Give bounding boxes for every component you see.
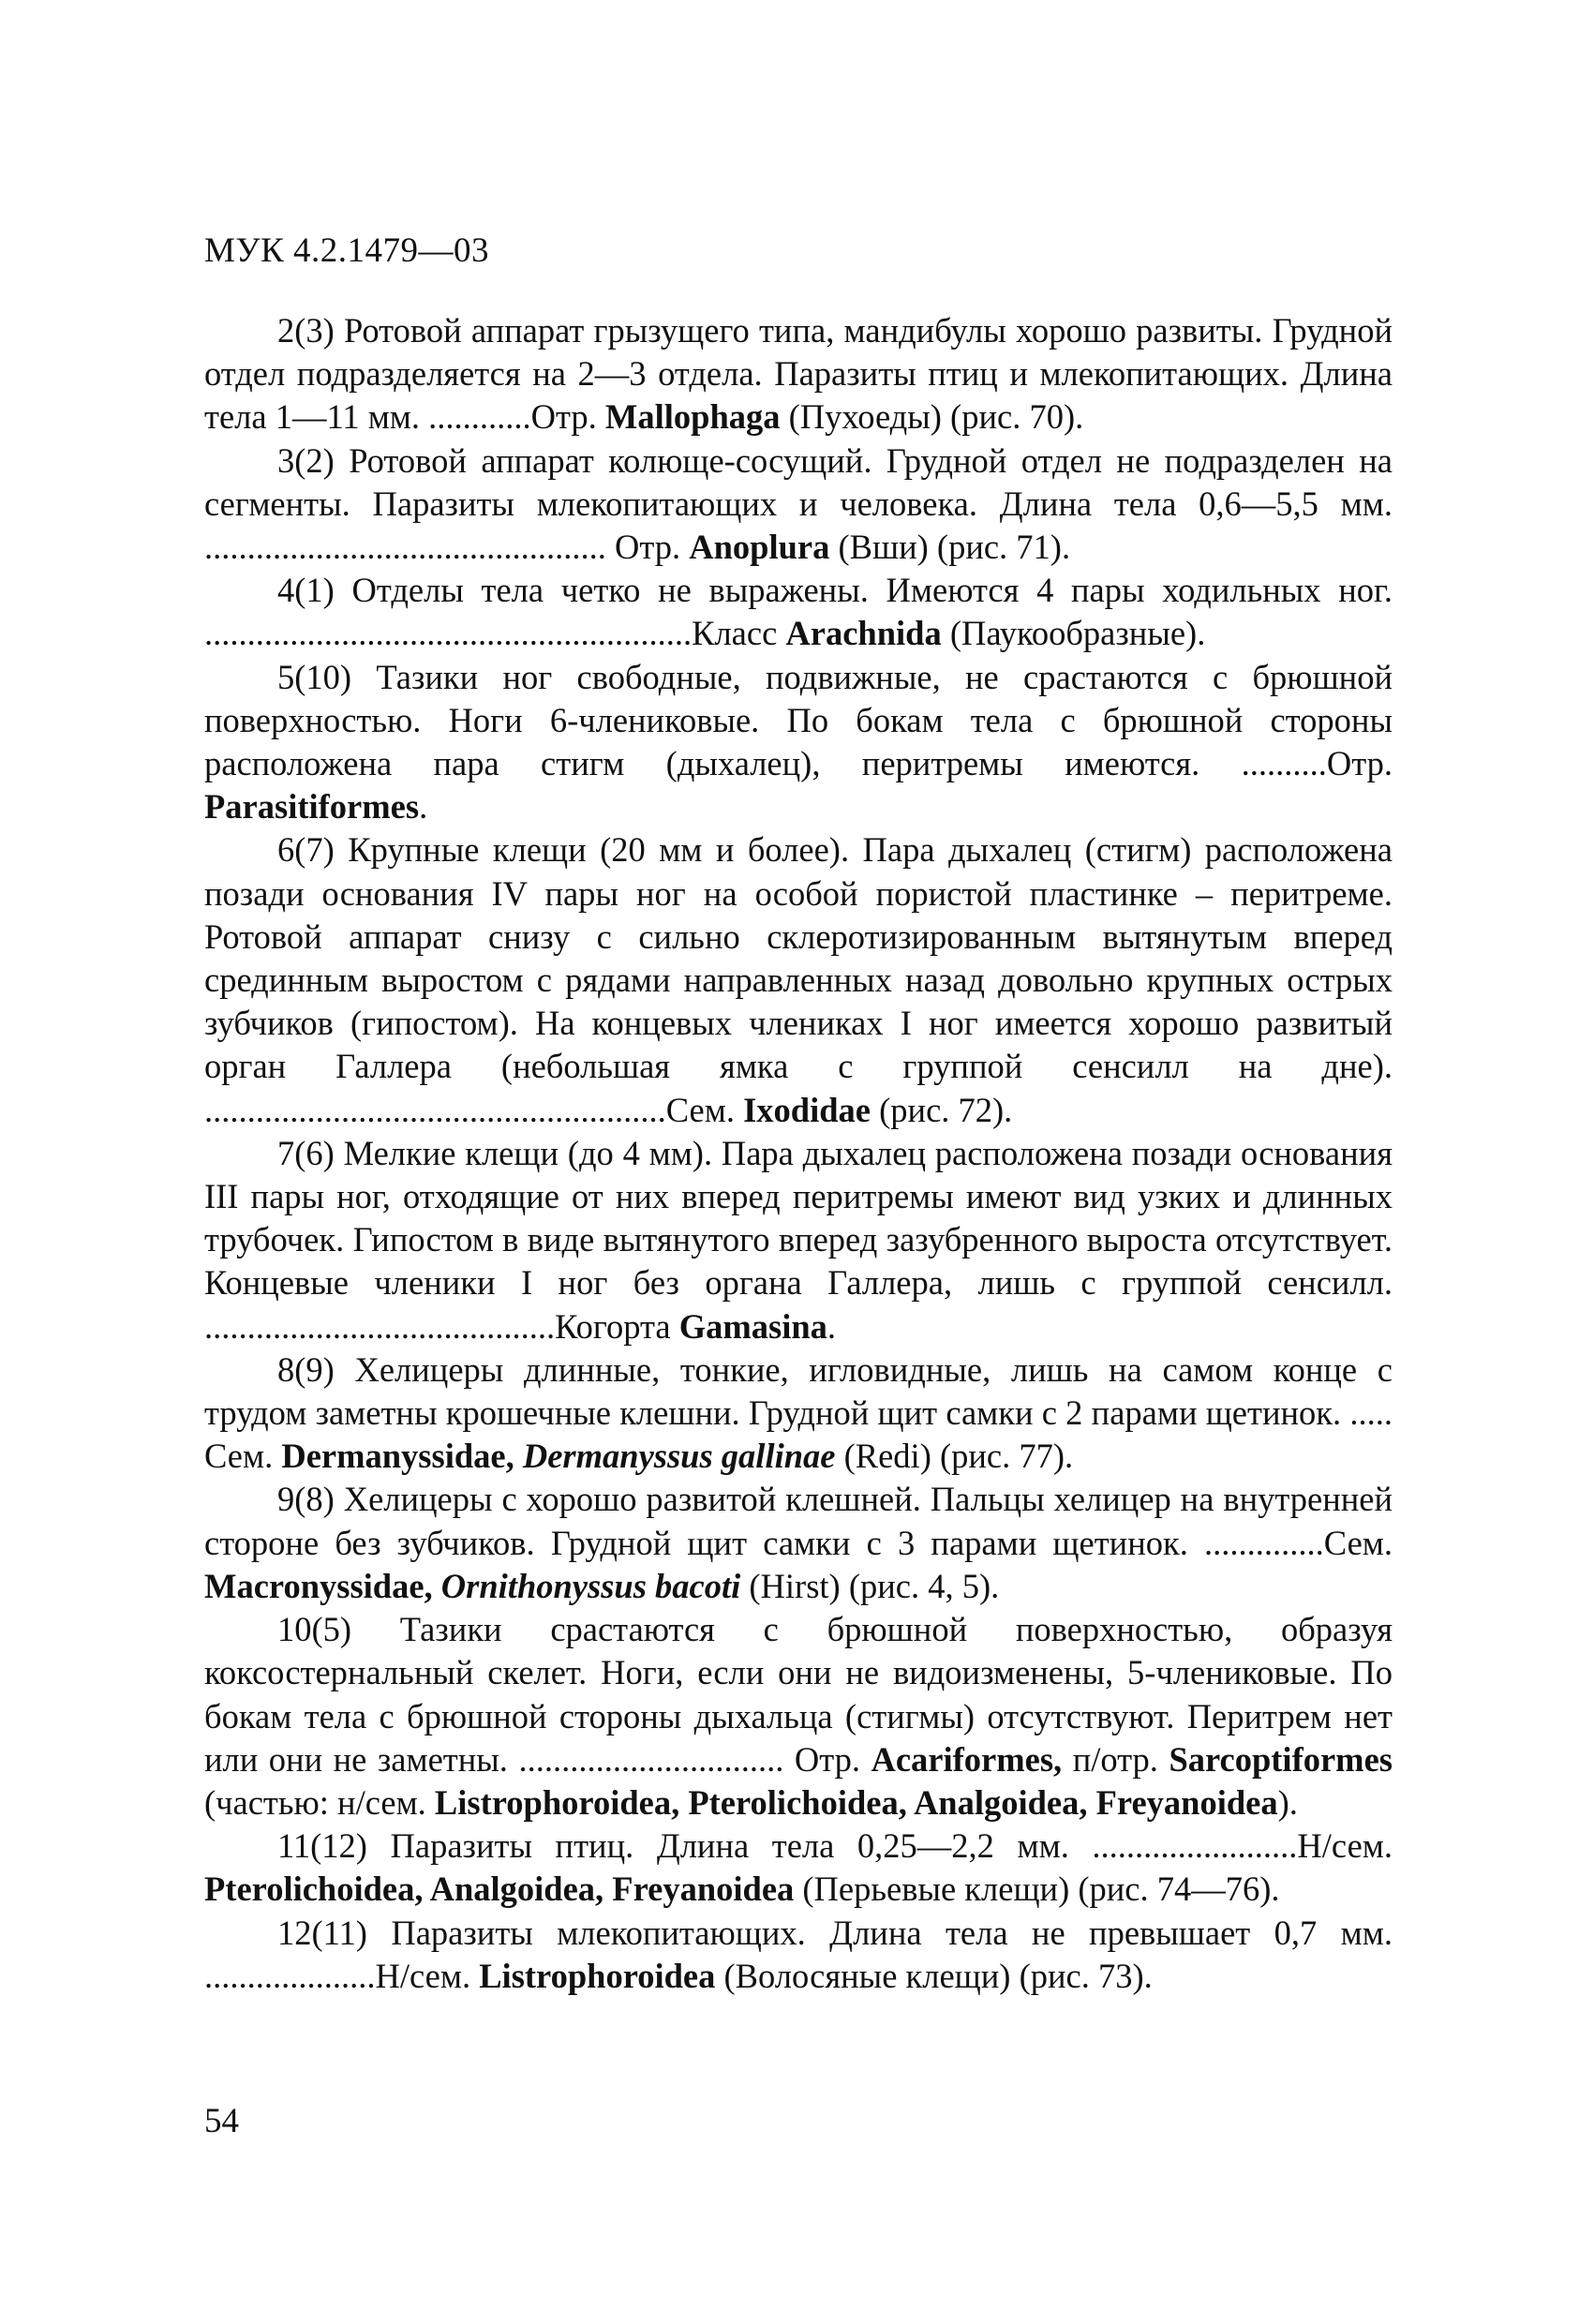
key-entry xyxy=(204,569,1393,655)
key-text-run: (Вши) (рис. 71). xyxy=(829,528,1071,567)
taxon-name: Dermanyssus gallinae xyxy=(522,1437,836,1476)
key-entry xyxy=(204,1912,1393,1998)
key-text-run: 8(9) Хелицеры длинные, тонкие, игловидные, лишь на самом конце с трудом заметны крошечные клешни. Грудной щит самки с 2 парами щетинок. ..... Сем. xyxy=(204,1349,1393,1476)
taxon-name: Acariformes, xyxy=(871,1739,1063,1779)
document-header: МУК 4.2.1479—03 xyxy=(204,231,490,270)
taxon-name: Listrophoroidea, Pterolichoidea, Analgoidea, Freyanoidea xyxy=(434,1782,1278,1822)
taxon-name: Anoplura xyxy=(689,528,830,567)
taxon-name: Arachnida xyxy=(785,614,942,653)
key-text-run: (Волосяные клещи) (рис. 73). xyxy=(715,1956,1153,1995)
taxon-name: Pterolichoidea, Analgoidea, Freyanoidea xyxy=(204,1870,795,1909)
key-text-run: 5(10) Тазики ног свободные, подвижные, не срастаются с брюшной поверхностью. Ноги 6-члениковые. По бокам тела с брюшной стороны расположена пара стигм (дыхалец), перитремы имеются. ..........Отр. xyxy=(204,657,1393,783)
key-text-run: 2(3) Ротовой аппарат грызущего типа, мандибулы хорошо развиты. Грудной отдел подразделяется на 2—3 отдела. Паразиты птиц и млекопитающих. Длина тела 1—11 мм. ............Отр. xyxy=(204,311,1393,437)
page-number: 54 xyxy=(204,2102,239,2140)
key-text-run: 7(6) Мелкие клещи (до 4 мм). Пара дыхалец расположена позади основания III пары ног, отходящие от них вперед перитремы имеют вид узких и длинных трубочек. Гипостом в виде вытянутого вперед зазубренного выроста отсутствует. Концевые членики I ног без органа Галлера, лишь с группой сенсилл. .........................................Когорта xyxy=(204,1133,1393,1346)
key-entry xyxy=(204,439,1393,570)
key-text-run: 11(12) Паразиты птиц. Длина тела 0,25—2,2 мм. ........................Н/сем. xyxy=(277,1826,1393,1866)
taxon-name: Gamasina xyxy=(678,1306,827,1346)
key-text xyxy=(204,309,1393,1998)
key-text-run: (частью: н/сем. xyxy=(204,1782,435,1822)
key-text-run: ). xyxy=(1277,1782,1298,1822)
key-text-run: . xyxy=(827,1306,837,1346)
key-entry xyxy=(204,656,1393,829)
taxon-name: Listrophoroidea xyxy=(479,1956,716,1995)
taxon-name: Mallophaga xyxy=(604,397,781,437)
key-text-run: 3(2) Ротовой аппарат колюще-сосущий. Грудной отдел не подразделен на сегменты. Паразиты млекопитающих и человека. Длина тела 0,6—5,5 мм. ............................................... Отр. xyxy=(204,440,1393,567)
key-text-run: 10(5) Тазики срастаются с брюшной поверхностью, образуя коксостернальный скелет. Ноги, если они не видоизменены, 5-члениковые. По бокам тела с брюшной стороны дыхальца (стигмы) отсутствуют. Перитрем нет или они не заметны. ............................... Отр. xyxy=(204,1610,1393,1779)
key-text-run: (Пухоеды) (рис. 70). xyxy=(780,397,1084,437)
key-entry xyxy=(204,1825,1393,1911)
taxon-name: Dermanyssidae, xyxy=(281,1437,523,1476)
key-text-run: (Паукообразные). xyxy=(941,614,1206,653)
key-text-run: (Redi) (рис. 77). xyxy=(835,1437,1074,1476)
key-text-run: 9(8) Хелицеры с хорошо развитой клешней. Пальцы хелицер на внутренней стороне без зубчиков. Грудной щит самки с 3 парами щетинок. ..............Сем. xyxy=(204,1480,1393,1562)
key-text-run: (Hirst) (рис. 4, 5). xyxy=(740,1566,1000,1605)
key-text-run: 6(7) Крупные клещи (20 мм и более). Пара дыхалец (стигм) расположена позади основания IV пары ног на особой пористой пластинке – перитреме. Ротовой аппарат снизу с сильно склеротизированным вытянутым вперед срединным выростом с рядами направленных назад довольно крупных острых зубчиков (гипостом). На концевых члениках I ног имеется хорошо развитый орган Галлера (небольшая ямка с группой сенсилл на дне). ......................................................Сем. xyxy=(204,830,1393,1129)
key-entry xyxy=(204,309,1393,439)
key-text-run: п/отр. xyxy=(1062,1739,1169,1779)
key-text-run: 12(11) Паразиты млекопитающих. Длина тела не превышает 0,7 мм. ....................Н/сем. xyxy=(204,1913,1393,1995)
key-entry xyxy=(204,1478,1393,1608)
key-entry xyxy=(204,828,1393,1131)
taxon-name: Parasitiformes xyxy=(204,787,420,827)
taxon-name: Ornithonyssus bacoti xyxy=(440,1566,741,1605)
key-entry xyxy=(204,1348,1393,1479)
taxon-name: Macronyssidae, xyxy=(204,1566,441,1605)
taxon-name: Sarcoptiformes xyxy=(1169,1739,1393,1779)
key-text-run: (рис. 72). xyxy=(871,1090,1013,1129)
taxon-name: Ixodidae xyxy=(743,1090,871,1129)
key-text-run: 4(1) Отделы тела четко не выражены. Имеются 4 пары ходильных ног. .........................................................Класс xyxy=(204,571,1393,653)
key-entry xyxy=(204,1132,1393,1348)
key-text-run: (Перьевые клещи) (рис. 74—76). xyxy=(794,1870,1280,1909)
key-text-run: . xyxy=(419,787,428,827)
key-entry xyxy=(204,1608,1393,1825)
